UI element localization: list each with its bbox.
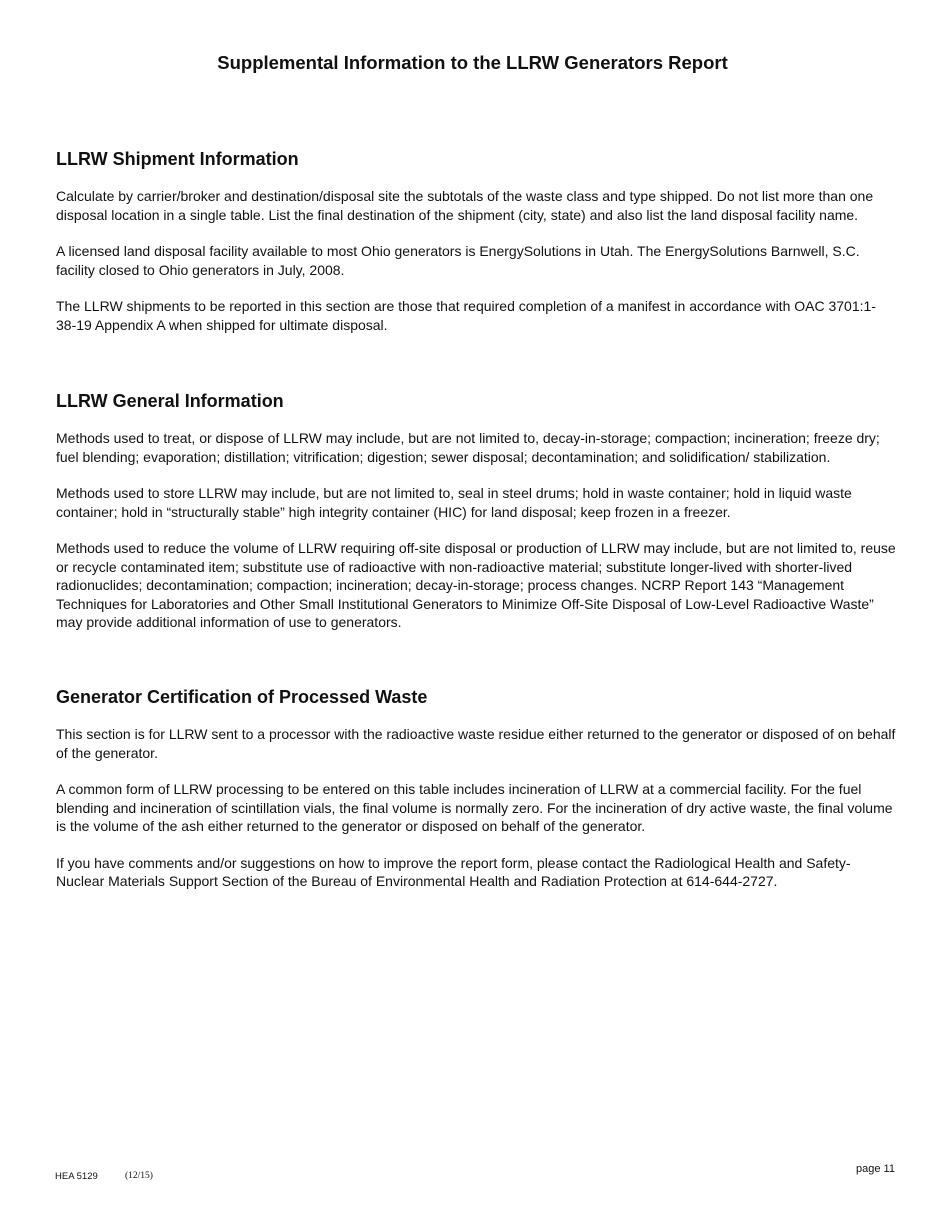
section-heading: LLRW Shipment Information bbox=[56, 149, 299, 169]
paragraph: Calculate by carrier/broker and destination/disposal site the subtotals of the waste class and type shipped. Do not list more than one disposal location in a single table. List the final destination of the shipment (city, state) and also list the land disposal facility name. bbox=[56, 188, 874, 223]
paragraph: The LLRW shipments to be reported in this section are those that required completion of a manifest in accordance with OAC 3701:1-38-19 Appendix A when shipped for ultimate disposal. bbox=[56, 298, 876, 333]
form-revision-date: (12/15) bbox=[125, 1171, 153, 1181]
paragraph: Methods used to store LLRW may include, but are not limited to, seal in steel drums; hold in waste container; hold in liquid waste container; hold in “structurally stable” high integrity container (HIC) for land disposal; keep frozen in a freezer. bbox=[56, 485, 852, 520]
paragraph: This section is for LLRW sent to a processor with the radioactive waste residue either returned to the generator or disposed of on behalf of the generator. bbox=[56, 726, 896, 761]
section-heading: LLRW General Information bbox=[56, 391, 284, 411]
form-number: HEA 5129 bbox=[55, 1171, 98, 1182]
page-number: page 11 bbox=[856, 1163, 895, 1175]
shipment-information-section bbox=[56, 148, 896, 352]
paragraph: A licensed land disposal facility available to most Ohio generators is EnergySolutions in Utah. The EnergySolutions Barnwell, S.C. facility closed to Ohio generators in July, 2008. bbox=[56, 243, 860, 278]
paragraph: Methods used to treat, or dispose of LLRW may include, but are not limited to, decay-in-storage; compaction; incineration; freeze dry; fuel blending; evaporation; distillation; vitrification; digestion; sewer disposal; decontamination; and solidification/ stabilization. bbox=[56, 430, 880, 465]
page-title: Supplemental Information to the LLRW Generators Report bbox=[217, 52, 728, 73]
paragraph: A common form of LLRW processing to be entered on this table includes incineration of LLRW at a commercial facility. For the fuel blending and incineration of scintillation vials, the final volume is normally zero. For the incineration of dry active waste, the final volume is the volume of the ash either returned to the generator or disposed on behalf of the generator. bbox=[56, 781, 893, 834]
generator-certification-section bbox=[56, 686, 896, 909]
section-heading: Generator Certification of Processed Waste bbox=[56, 687, 428, 707]
general-information-section bbox=[56, 390, 896, 650]
paragraph: If you have comments and/or suggestions on how to improve the report form, please contact the Radiological Health and Safety-Nuclear Materials Support Section of the Bureau of Environmental Health and Radiation Protection at 614-644-2727. bbox=[56, 854, 851, 889]
paragraph: Methods used to reduce the volume of LLRW requiring off-site disposal or production of LLRW may include, but are not limited to, reuse or recycle contaminated item; substitute use of radioactive with non-radioactive material; substitute longer-lived with shorter-lived radionuclides; decontamination; compaction; incineration; decay-in-storage; process changes. NCRP Report 143 “Management Techniques for Laboratories and Other Small Institutional Generators to Minimize Off-Site Disposal of Low-Level Radioactive Waste” may provide additional information of use to generators. bbox=[56, 540, 896, 630]
